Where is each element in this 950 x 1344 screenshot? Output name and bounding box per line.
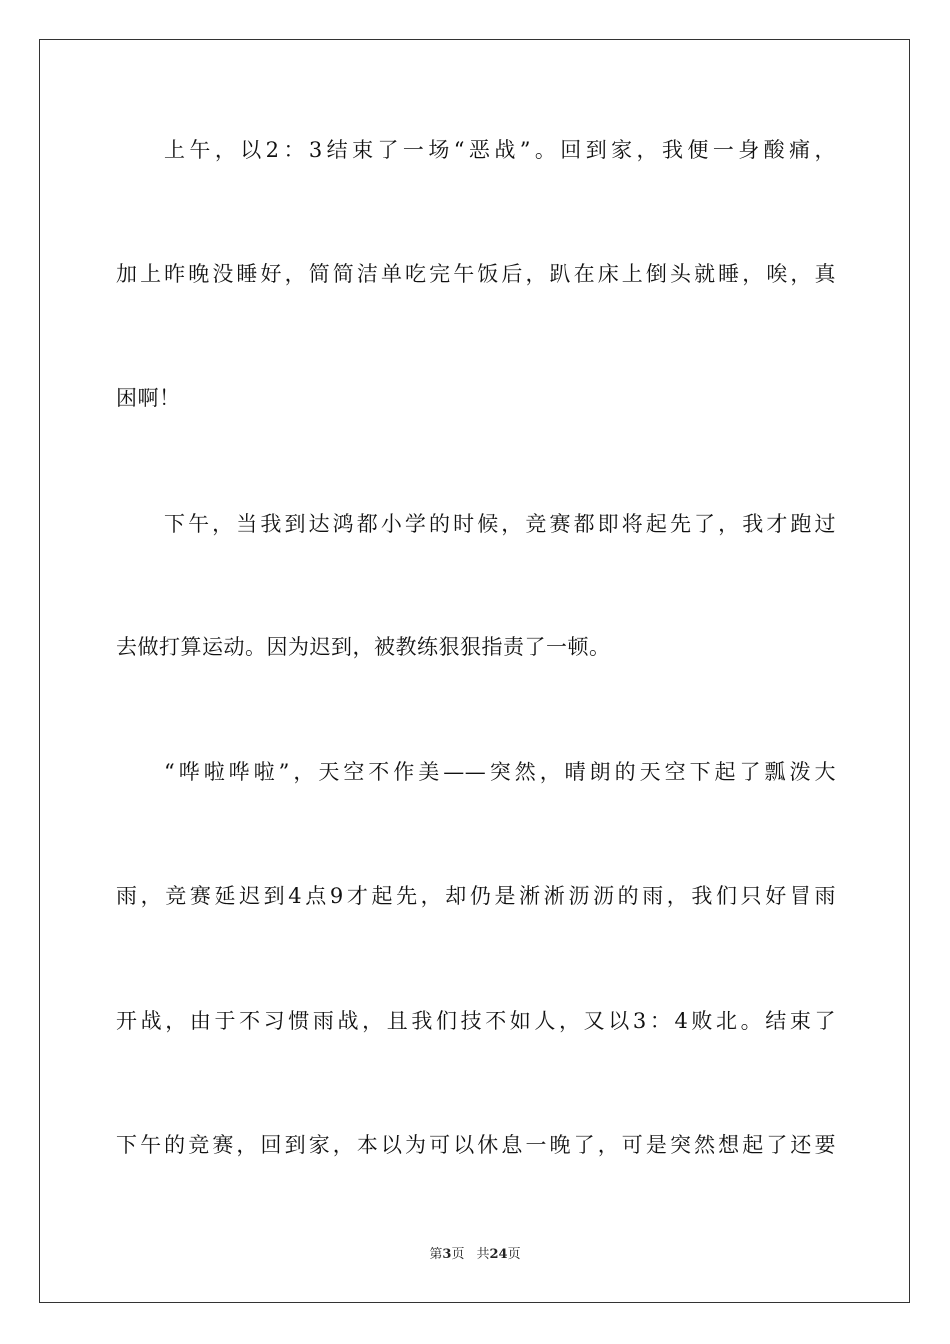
- paragraph-1-line-3: 困啊！: [116, 386, 181, 410]
- footer-total-prefix: 共: [476, 1247, 490, 1262]
- paragraph-2-line-1: 下午，当我到达鸿都小学的时候，竞赛都即将起先了，我才跑过: [164, 512, 836, 536]
- paragraph-3-line-3: 开战，由于不习惯雨战，且我们技不如人，又以3：4败北。结束了: [116, 1009, 836, 1033]
- page-border: [39, 39, 910, 1303]
- paragraph-3-line-1: “哗啦哗啦”，天空不作美——突然，晴朗的天空下起了瓢泼大: [164, 760, 836, 784]
- page-footer: [0, 1246, 950, 1264]
- paragraph-2-line-2: 去做打算运动。因为迟到，被教练狠狠指责了一顿。: [116, 635, 611, 659]
- footer-page-number: 3: [442, 1247, 452, 1262]
- footer-total-pages: 24: [489, 1247, 508, 1262]
- footer-total-suffix: 页: [507, 1247, 521, 1262]
- footer-page-suffix: 页: [451, 1247, 465, 1262]
- paragraph-1-line-1: 上午，以2：3结束了一场“恶战”。回到家，我便一身酸痛，: [164, 138, 836, 162]
- footer-page-prefix: 第: [429, 1247, 443, 1262]
- paragraph-3-line-2: 雨，竞赛延迟到4点9才起先，却仍是淅淅沥沥的雨，我们只好冒雨: [116, 884, 836, 908]
- paragraph-1-line-2: 加上昨晚没睡好，简简洁单吃完午饭后，趴在床上倒头就睡，唉，真: [116, 262, 836, 286]
- paragraph-3-line-4: 下午的竞赛，回到家，本以为可以休息一晚了，可是突然想起了还要: [116, 1133, 836, 1157]
